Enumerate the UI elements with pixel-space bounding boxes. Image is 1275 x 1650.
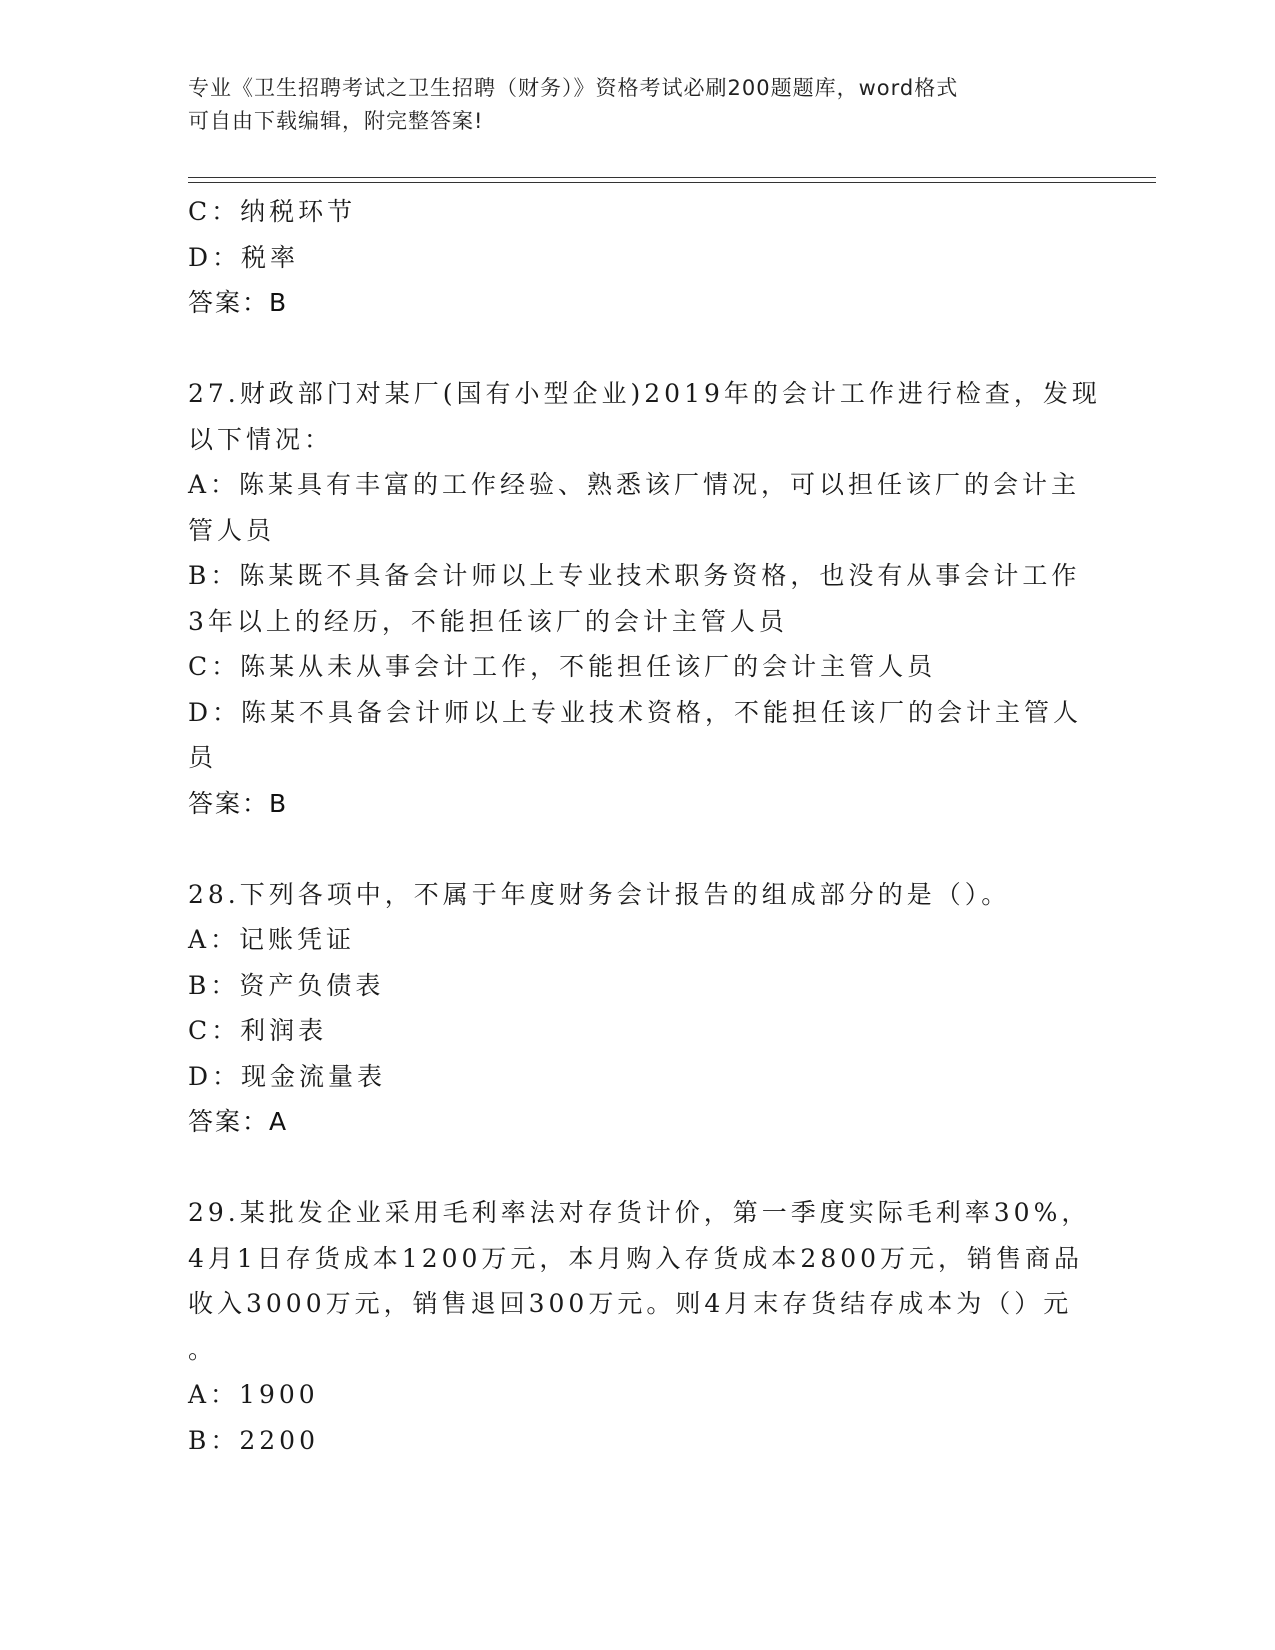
- q27-stem-line-2: 以下情况：: [188, 424, 334, 454]
- q28-option-d: D：现金流量表: [188, 1061, 387, 1091]
- q28-answer: 答案：A: [188, 1107, 289, 1136]
- spacer: [188, 1145, 1088, 1191]
- q28-option-b: B：资产负债表: [188, 970, 385, 1000]
- header-divider-double: [188, 182, 1156, 183]
- q29-stem-line-3: 收入3000万元，销售退回300万元。则4月末存货结存成本为（）元: [188, 1289, 1073, 1318]
- q28-option-c: C：利润表: [188, 1016, 328, 1045]
- q27-option-b-line-1: B：陈某既不具备会计师以上专业技术职务资格，也没有从事会计工作: [188, 561, 1081, 590]
- q29-stem-line-4: 。: [188, 1334, 218, 1364]
- q26-option-d: D：税率: [188, 242, 300, 272]
- spacer: [188, 826, 1088, 872]
- q27-option-a-line-1: A：陈某具有丰富的工作经验、熟悉该厂情况，可以担任该厂的会计主: [188, 470, 1081, 499]
- header-line-2: 可自由下载编辑，附完整答案!: [188, 109, 484, 133]
- document-header: [188, 72, 1088, 138]
- q29-option-a: A：1900: [188, 1380, 319, 1409]
- q29-stem-line-1: 29.某批发企业采用毛利率法对存货计价，第一季度实际毛利率30%，: [188, 1198, 1091, 1227]
- q27-stem-line-1: 27.财政部门对某厂(国有小型企业)2019年的会计工作进行检查，发现: [188, 379, 1101, 408]
- q26-answer: 答案：B: [188, 288, 289, 317]
- document-body: [188, 189, 1101, 1463]
- q27-option-d-line-1: D：陈某不具备会计师以上专业技术资格，不能担任该厂的会计主管人: [188, 697, 1083, 727]
- q29-option-b: B：2200: [188, 1425, 319, 1455]
- q27-answer: 答案：B: [188, 788, 289, 818]
- q26-option-c: C：纳税环节: [188, 197, 357, 226]
- spacer: [188, 326, 1088, 372]
- header-line-1: 专业《卫生招聘考试之卫生招聘（财务）》资格考试必刷200题题库，word格式: [188, 76, 959, 100]
- q27-option-b-line-2: 3年以上的经历，不能担任该厂的会计主管人员: [188, 606, 788, 636]
- q27-option-c: C：陈某从未从事会计工作，不能担任该厂的会计主管人员: [188, 652, 937, 681]
- q28-stem: 28.下列各项中，不属于年度财务会计报告的组成部分的是（）。: [188, 879, 1011, 909]
- q27-option-a-line-2: 管人员: [188, 515, 276, 545]
- q28-option-a: A：记账凭证: [188, 925, 356, 954]
- header-divider: [188, 177, 1156, 178]
- q29-stem-line-2: 4月1日存货成本1200万元，本月购入存货成本2800万元，销售商品: [188, 1243, 1084, 1273]
- q27-option-d-line-2: 员: [188, 743, 218, 772]
